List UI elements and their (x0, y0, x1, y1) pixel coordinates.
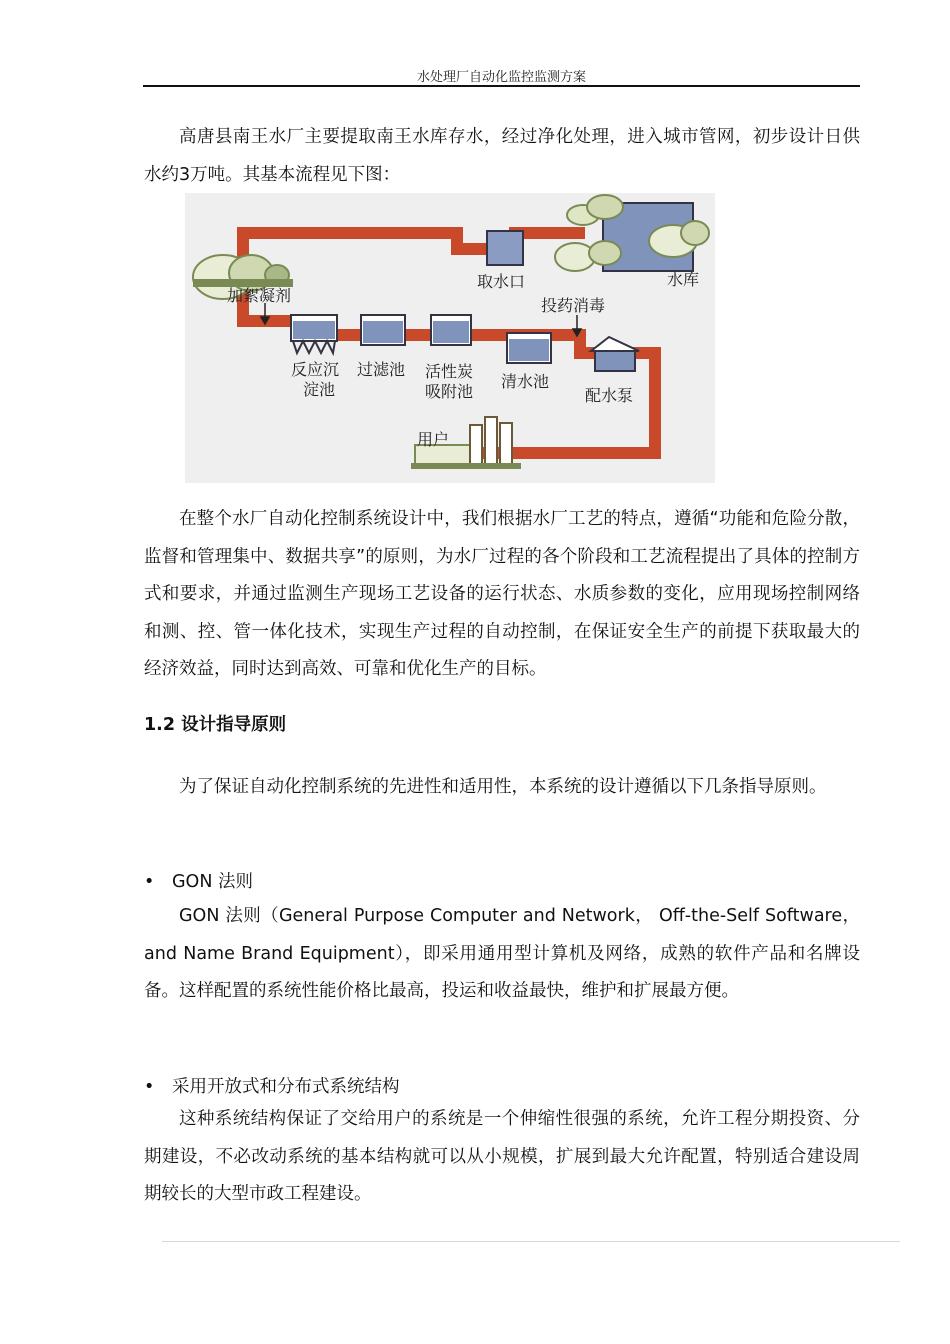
principles-intro: 为了保证自动化控制系统的先进性和适用性，本系统的设计遵循以下几条指导原则。 (179, 777, 827, 797)
process-paragraph: 在整个水厂自动化控制系统设计中，我们根据水厂工艺的特点，遵循“功能和危险分散，监督和管理集中、数据共享”的原则，为水厂过程的各个阶段和工艺流程提出了具体的控制方式和要求，并通过监测生产现场工艺设备的运行状态、水质参数的变化，应用现场控制网络和测、控、管一体化技术，实现生产过程的自动控制，在保证安全生产的前提下获取最大的经济效益，同时达到高效、可靠和优化生产的目标。 (144, 509, 860, 679)
header-rule (143, 85, 860, 87)
label-intake: 取水口 (477, 272, 526, 291)
label-carbon-line2: 吸附池 (425, 382, 474, 401)
label-reaction-line1: 反应沉 (291, 360, 340, 379)
bullet-symbol: • (144, 1077, 155, 1097)
bullet-body: 这种系统结构保证了交给用户的系统是一个伸缩性很强的系统，允许工程分期投资、分期建设，不必改动系统的基本结构就可以从小规模，扩展到最大允许配置，特别适合建设周期较长的大型市政工程建设。 (144, 1109, 860, 1204)
tank-clear-icon (507, 333, 551, 363)
intake-icon (487, 231, 523, 265)
tank-carbon-icon (431, 315, 471, 345)
intro-paragraph: 高唐县南王水厂主要提取南王水库存水，经过净化处理，进入城市管网，初步设计日供水约3万吨。其基本流程见下图： (144, 127, 860, 185)
bullet-symbol: • (144, 872, 155, 892)
bullet-title: 采用开放式和分布式系统结构 (172, 1077, 400, 1097)
label-disinfect: 投药消毒 (541, 296, 606, 315)
bullet-item (144, 868, 253, 893)
tank-filter-icon (361, 315, 405, 345)
label-reservoir: 水库 (667, 270, 700, 289)
label-carbon-line1: 活性炭 (425, 362, 474, 381)
label-clear: 清水池 (501, 372, 550, 391)
label-filter: 过滤池 (357, 360, 406, 379)
bullet-body: GON 法则（General Purpose Computer and Network， Off-the-Self Software，and Name Brand Equipment），即采用通用型计算机及网络，成熟的软件产品和名牌设备。这样配置的系统性能价格比最高，投运和收益最快，维护和扩展最方便。 (144, 906, 860, 1001)
page-header: 水处理厂自动化监控监测方案 (416, 70, 586, 85)
section-heading: 1.2 设计指导原则 (144, 715, 287, 735)
label-user: 用户 (417, 430, 450, 449)
label-reaction-line2: 淀池 (303, 380, 336, 399)
footer-rule (162, 1241, 900, 1242)
process-flow-diagram (185, 193, 715, 483)
bullet-item (144, 1073, 400, 1098)
bullet-title: GON 法则 (172, 872, 253, 892)
label-pump: 配水泵 (585, 386, 634, 405)
label-coagulant: 加絮凝剂 (227, 286, 292, 305)
